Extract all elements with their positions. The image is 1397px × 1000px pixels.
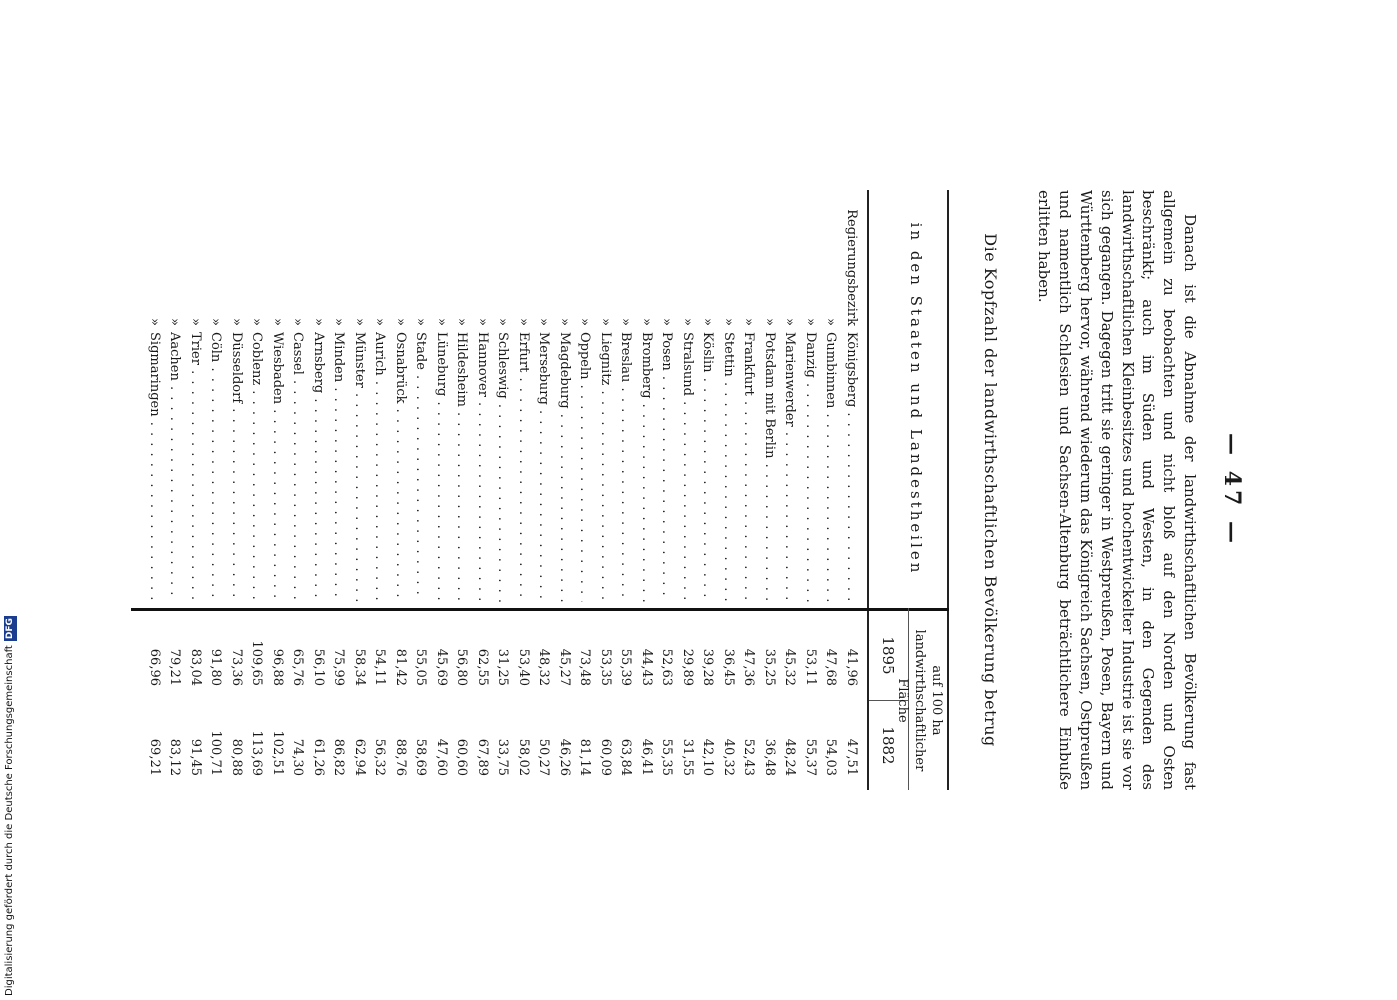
row-region-name: Danzig . . . [800,332,821,602]
table-row [164,190,185,790]
table-row [656,190,677,790]
row-value-1895: 29,89 [680,648,695,686]
row-region-name: Coblenz . . . [246,332,267,602]
row-value-1895: 53,11 [803,648,818,686]
row-value-1882: 63,84 [618,738,634,776]
row-region-name: Aurich . . . [369,332,390,602]
table-row [472,190,493,790]
row-region-name: Stade . . . [410,332,431,602]
row-prefix: » [208,318,224,326]
row-value-1895: 75,99 [331,648,347,686]
row-prefix: » [721,318,736,326]
row-value-1882: 60,60 [454,738,470,776]
row-prefix: » [782,318,798,326]
row-value-1895: 53,40 [516,648,531,686]
row-region-name: Wiesbaden . . . [267,332,288,602]
page-number: — 47 — [1219,433,1245,547]
table-row [410,190,431,790]
table-row [205,190,226,790]
row-value-1895: 109,65 [249,640,265,686]
row-value-1895: 96,88 [270,648,285,686]
rotated-page [115,190,1245,790]
row-value-1895: 73,48 [577,648,593,686]
row-value-1882: 48,24 [782,738,798,776]
row-value-1895: 58,34 [352,648,367,686]
table-row [390,190,411,790]
row-value-1882: 58,69 [413,738,429,776]
row-prefix: » [311,318,326,326]
row-value-1882: 55,37 [803,738,818,776]
row-value-1895: 36,45 [721,648,736,686]
data-table [131,190,949,790]
row-prefix: » [372,318,388,326]
row-prefix: » [331,318,347,326]
row-value-1882: 42,10 [700,738,716,776]
footer-text: Digitalisierung gefördert durch die Deutsche Forschungsgemeinschaft [4,645,15,996]
table-row [841,190,862,790]
row-value-1895: 35,25 [762,648,777,686]
row-value-1882: 113,69 [249,730,265,776]
dfg-logo-icon: DFG [5,618,15,640]
row-region-name: Aachen . . . [164,332,185,602]
row-value-1882: 47,51 [844,738,859,776]
row-region-name: Erfurt . . . [513,332,534,602]
table-row [677,190,698,790]
row-value-1882: 62,94 [352,738,367,776]
row-prefix: » [700,318,716,326]
row-region-name: Posen . . . [656,332,677,602]
row-region-name: Köslin . . . [697,332,718,602]
table-row [431,190,452,790]
row-value-1895: 81,42 [393,648,408,686]
table-row [226,190,247,790]
row-value-1882: 81,14 [577,738,593,776]
row-prefix: » [659,318,675,326]
table-row [759,190,780,790]
body-paragraph [1034,190,1200,790]
row-value-1895: 52,63 [659,648,675,686]
row-region-name: Münster . . . [349,332,370,602]
row-value-1882: 46,41 [639,738,654,776]
row-value-1882: 88,76 [393,738,408,776]
row-region-name: Frankfurt . . . [738,332,759,602]
row-prefix: » [741,318,757,326]
column-header-year-1882: 1882 [879,726,897,765]
row-prefix: » [188,318,203,326]
table-row [492,190,513,790]
table-row [451,190,472,790]
row-prefix: » [249,318,265,326]
row-prefix: Regierungsbezirk [844,209,859,326]
row-prefix: » [413,318,429,326]
row-region-name: Hildesheim . . . [451,332,472,602]
row-region-name: Arnsberg . . . [308,332,329,602]
row-value-1882: 102,51 [270,730,285,776]
table-row [533,190,554,790]
row-prefix: » [680,318,695,326]
row-region-name: Schleswig . . . [492,332,513,602]
paragraph-text: Danach ist die Abnahme der landwirthschaftlichen Bevölkerung fast allgemein zu beobachten und nicht bloß auf den Norden und Osten beschränkt; auch im Süden und Westen, in den Gegenden des landwirthschaftlichen Kleinbesitzes und hochentwickelter Industrie ist sie vor sich gegangen. Dagegen tritt sie geringer in Westpreußen, Posen, Bayern und Württemberg hervor, während wiederum das Königreich Sachsen, Ostpreußen und namentlich Schlesien und Sachsen-Altenburg beträchtlichere Einbuße erlitten haben. [1035,190,1199,790]
table-row [308,190,329,790]
row-prefix: » [762,318,777,326]
row-value-1895: 66,96 [147,648,162,686]
table-row [738,190,759,790]
row-region-name: Lüneburg . . . [431,332,452,602]
row-value-1895: 31,25 [495,648,511,686]
row-prefix: » [639,318,654,326]
row-prefix: » [454,318,470,326]
row-region-name: Breslau . . . [615,332,636,602]
column-header-region: in den Staaten und Landestheilen [907,222,925,576]
row-prefix: » [475,318,490,326]
row-value-1895: 45,27 [557,648,572,686]
row-value-1895: 55,39 [618,648,634,686]
row-value-1895: 39,28 [700,648,716,686]
row-prefix: » [803,318,818,326]
row-value-1895: 55,05 [413,648,429,686]
row-region-name: Marienwerder . . . [779,332,800,602]
row-region-name: Trier . . . [185,332,206,602]
row-region-name: Stralsund . . . [677,332,698,602]
table-row [287,190,308,790]
table-row [779,190,800,790]
row-prefix: » [290,318,306,326]
row-value-1882: 91,45 [188,738,203,776]
row-value-1895: 47,36 [741,648,757,686]
table-body [144,190,862,790]
row-value-1882: 56,32 [372,738,388,776]
row-region-name: Sigmaringen . . . [144,332,165,602]
row-prefix: » [618,318,634,326]
row-value-1895: 62,55 [475,648,490,686]
row-region-name: Merseburg . . . [533,332,554,602]
row-value-1882: 47,60 [434,738,449,776]
row-region-name: Stettin . . . [718,332,739,602]
row-region-name: Minden . . . [328,332,349,602]
table-row [615,190,636,790]
column-header-year-1895: 1895 [879,636,897,675]
table-row [554,190,575,790]
table-row [267,190,288,790]
row-value-1895: 56,80 [454,648,470,686]
row-prefix: » [495,318,511,326]
table-row [144,190,165,790]
table-row [185,190,206,790]
row-prefix: » [577,318,593,326]
row-value-1882: 40,32 [721,738,736,776]
row-value-1882: 46,26 [557,738,572,776]
table-row [820,190,841,790]
row-region-name: Düsseldorf . . . [226,332,247,602]
row-region-name: Cöln . . . [205,332,226,602]
row-prefix: » [147,318,162,326]
table-top-rule [947,190,949,790]
row-region-name: Potsdam mit Berlin . . . [759,332,780,602]
row-region-name: Osnabrück . . . [390,332,411,602]
row-value-1895: 54,11 [372,648,388,686]
table-row [595,190,616,790]
row-value-1895: 91,80 [208,648,224,686]
row-region-name: Cassel . . . [287,332,308,602]
row-value-1882: 33,75 [495,738,511,776]
row-prefix: » [167,318,183,326]
row-prefix: » [557,318,572,326]
table-title: Die Kopfzahl der landwirthschaftlichen Bevölkerung betrug [981,233,1000,747]
row-value-1882: 52,43 [741,738,757,776]
table-row [718,190,739,790]
row-value-1882: 100,71 [208,730,224,776]
row-value-1882: 50,27 [536,738,552,776]
row-value-1895: 79,21 [167,648,183,686]
row-value-1882: 74,30 [290,738,306,776]
row-prefix: » [434,318,449,326]
table-row [800,190,821,790]
row-region-name: Gumbinnen . . . [820,332,841,602]
row-value-1895: 83,04 [188,648,203,686]
row-prefix: » [352,318,367,326]
table-row [697,190,718,790]
row-value-1895: 65,76 [290,648,306,686]
dfg-footer [2,596,18,996]
table-row [328,190,349,790]
row-value-1895: 45,69 [434,648,449,686]
row-prefix: » [229,318,244,326]
row-region-name: Bromberg . . . [636,332,657,602]
row-value-1882: 55,35 [659,738,675,776]
row-value-1882: 54,03 [823,738,839,776]
row-value-1882: 69,21 [147,738,162,776]
row-value-1882: 31,55 [680,738,695,776]
row-value-1895: 53,35 [598,648,613,686]
row-region-name: Oppeln . . . [574,332,595,602]
row-region-name: Magdeburg . . . [554,332,575,602]
row-prefix: » [598,318,613,326]
row-value-1895: 56,10 [311,648,326,686]
row-value-1882: 58,02 [516,738,531,776]
row-prefix: » [270,318,285,326]
table-row [574,190,595,790]
column-header-line2: landwirthschaftlicher Fläche [895,629,927,772]
row-value-1882: 86,82 [331,738,347,776]
table-row [349,190,370,790]
row-value-1882: 36,48 [762,738,777,776]
row-value-1882: 80,88 [229,738,244,776]
row-region-name: Königsberg . . . [841,332,862,602]
column-header-line1: auf 100 ha [929,665,944,736]
row-value-1895: 73,36 [229,648,244,686]
row-prefix: » [823,318,839,326]
row-value-1882: 67,89 [475,738,490,776]
table-row [636,190,657,790]
table-row [369,190,390,790]
row-region-name: Liegnitz . . . [595,332,616,602]
row-prefix: » [393,318,408,326]
row-region-name: Hannover . . . [472,332,493,602]
row-value-1882: 60,09 [598,738,613,776]
row-value-1895: 44,43 [639,648,654,686]
row-prefix: » [516,318,531,326]
row-value-1895: 41,96 [844,648,859,686]
row-prefix: » [536,318,552,326]
row-value-1895: 45,32 [782,648,798,686]
table-row [246,190,267,790]
row-value-1882: 83,12 [167,738,183,776]
column-header-values [894,611,945,790]
row-value-1895: 48,32 [536,648,552,686]
table-row [513,190,534,790]
row-value-1882: 61,26 [311,738,326,776]
row-value-1895: 47,68 [823,648,839,686]
